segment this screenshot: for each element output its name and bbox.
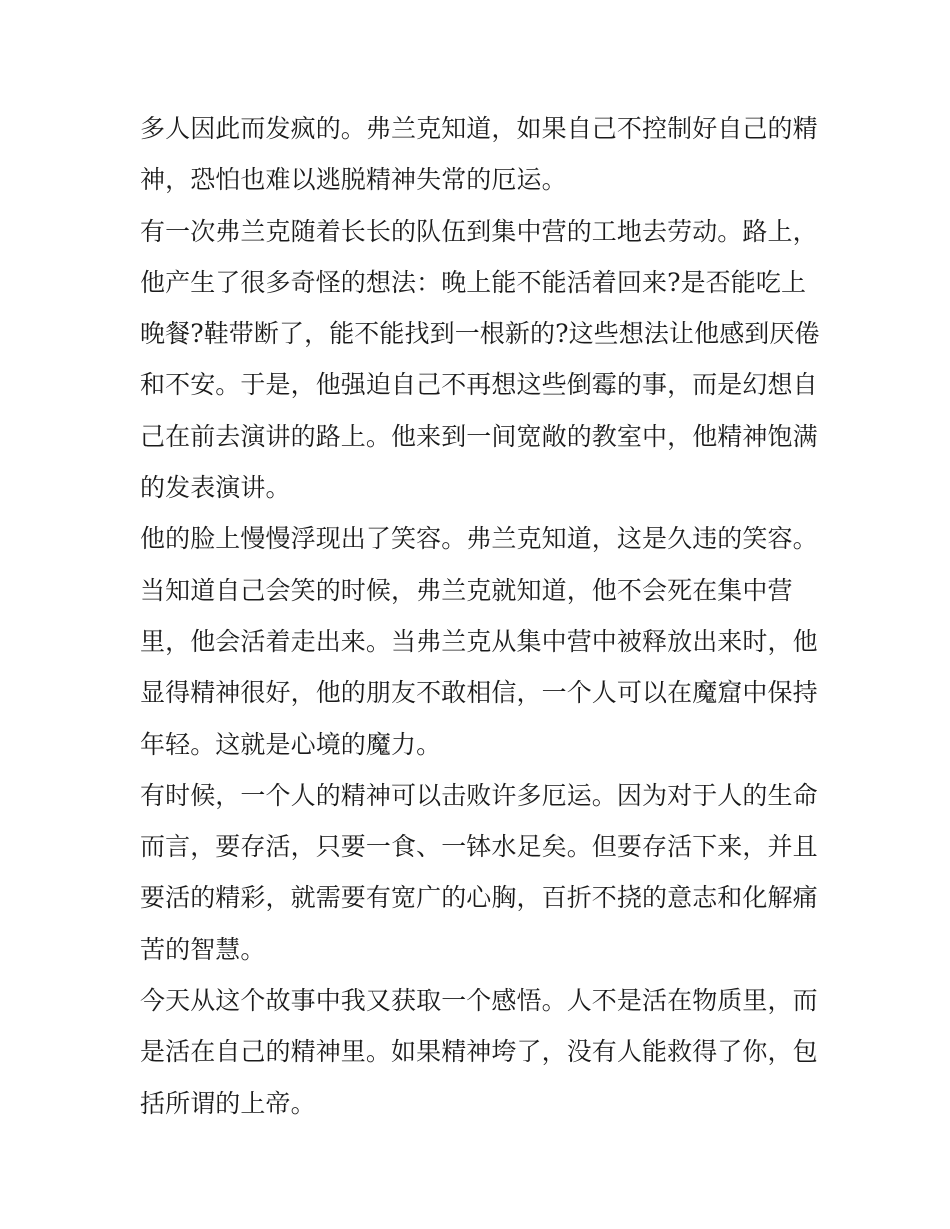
text-line: 当知道自己会笑的时候，弗兰克就知道，他不会死在集中营: [140, 575, 793, 605]
text-line: 他的脸上慢慢浮现出了笑容。弗兰克知道，这是久违的笑容。: [140, 524, 818, 554]
text-line: 里，他会活着走出来。当弗兰克从集中营中被释放出来时，他: [140, 626, 818, 656]
text-line: 和不安。于是，他强迫自己不再想这些倒霉的事，而是幻想自: [140, 370, 818, 400]
text-line: 己在前去演讲的路上。他来到一间宽敞的教室中，他精神饱满: [140, 421, 818, 451]
text-line: 苦的智慧。: [140, 934, 266, 964]
text-line: 括所谓的上帝。: [140, 1088, 316, 1118]
text-line: 显得精神很好，他的朋友不敢相信，一个人可以在魔窟中保持: [140, 678, 818, 708]
text-line: 是活在自己的精神里。如果精神垮了，没有人能救得了你，包: [140, 1037, 818, 1067]
text-line: 而言，要存活，只要一食、一钵水足矣。但要存活下来，并且: [140, 832, 818, 862]
text-line: 有一次弗兰克随着长长的队伍到集中营的工地去劳动。路上，: [140, 216, 818, 246]
text-line: 他产生了很多奇怪的想法：晚上能不能活着回来?是否能吃上: [140, 267, 807, 297]
text-line: 有时候，一个人的精神可以击败许多厄运。因为对于人的生命: [140, 780, 818, 810]
text-line: 要活的精彩，就需要有宽广的心胸，百折不挠的意志和化解痛: [140, 883, 818, 913]
text-line: 多人因此而发疯的。弗兰克知道，如果自己不控制好自己的精: [140, 114, 818, 143]
body-text: [140, 103, 820, 1129]
text-line: 年轻。这就是心境的魔力。: [140, 729, 442, 759]
text-line: 神，恐怕也难以逃脱精神失常的厄运。: [140, 165, 567, 195]
text-line: 今天从这个故事中我又获取一个感悟。人不是活在物质里，而: [140, 986, 818, 1016]
text-line: 晚餐?鞋带断了，能不能找到一根新的?这些想法让他感到厌倦: [140, 319, 820, 349]
text-line: 的发表演讲。: [140, 473, 291, 503]
